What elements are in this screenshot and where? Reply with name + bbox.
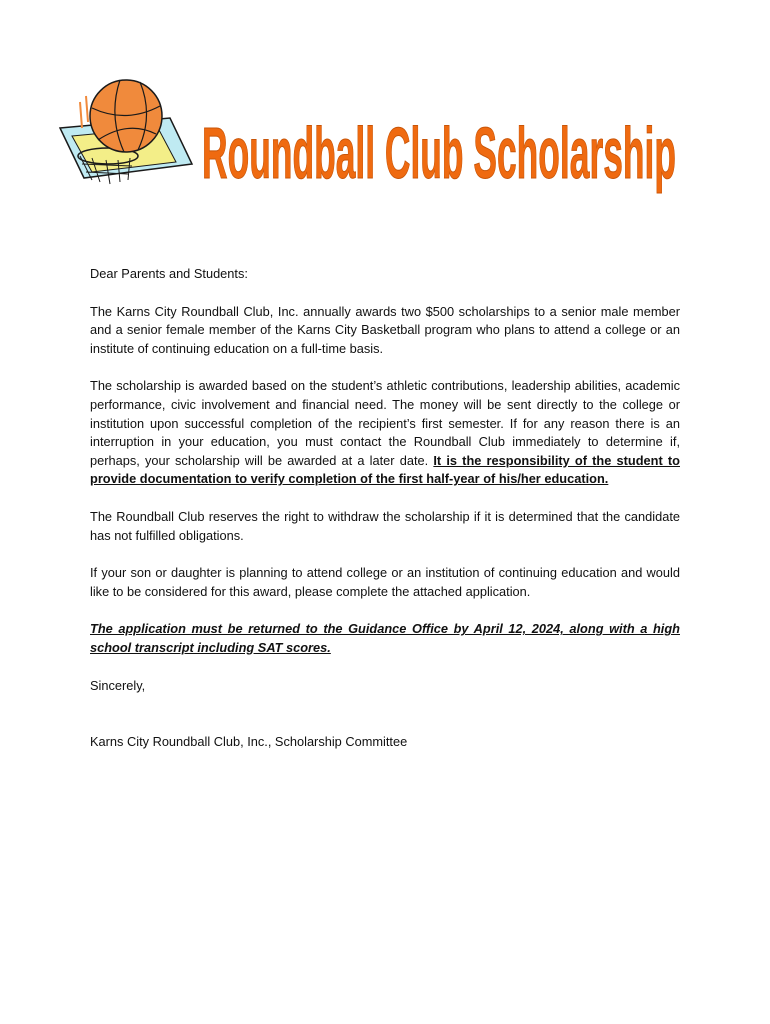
closing: Sincerely,: [90, 677, 146, 693]
paragraph-withdraw: The Roundball Club reserves the right to withdraw the scholarship if it is determined that the candidate has not fulfilled obligations.: [90, 508, 680, 543]
paragraph-awards: The Karns City Roundball Club, Inc. annually awards two $500 scholarships to a senior male member and a senior female member of the Karns City Basketball program who plans to attend a college or an institute of continuing education on a full-time basis.: [90, 303, 680, 356]
salutation: Dear Parents and Students:: [90, 266, 248, 281]
page-title: [200, 80, 680, 200]
page-title-text: Roundball Club Scholarship: [202, 114, 676, 194]
paragraph-criteria: [90, 377, 680, 489]
letter-body: [90, 265, 680, 771]
paragraph-apply: If your son or daughter is planning to attend college or an institution of continuing education and would like to be considered for this award, please complete the attached application.: [90, 565, 680, 599]
basketball-hoop-icon: [58, 76, 198, 186]
responsibility-note: It is the responsibility of the student to provide documentation to verify completion of the first half-year of his/her education.: [90, 452, 680, 487]
deadline-note: The application must be returned to the Guidance Office by April 12, 2024, along with a high school transcript including SAT scores.: [90, 621, 680, 655]
signature: Karns City Roundball Club, Inc., Scholarship Committee: [90, 734, 408, 750]
criteria-text: The scholarship is awarded based on the student’s athletic contributions, leadership abilities, academic performance, civic involvement and financial need. The money will be sent directly to the college or institution upon successful completion of the recipient’s first semester. If for any reason there is an interruption in your education, you must contact the Roundball Club immediately to determine if, perhaps, your scholarship will be awarded at a later date.: [90, 378, 680, 468]
